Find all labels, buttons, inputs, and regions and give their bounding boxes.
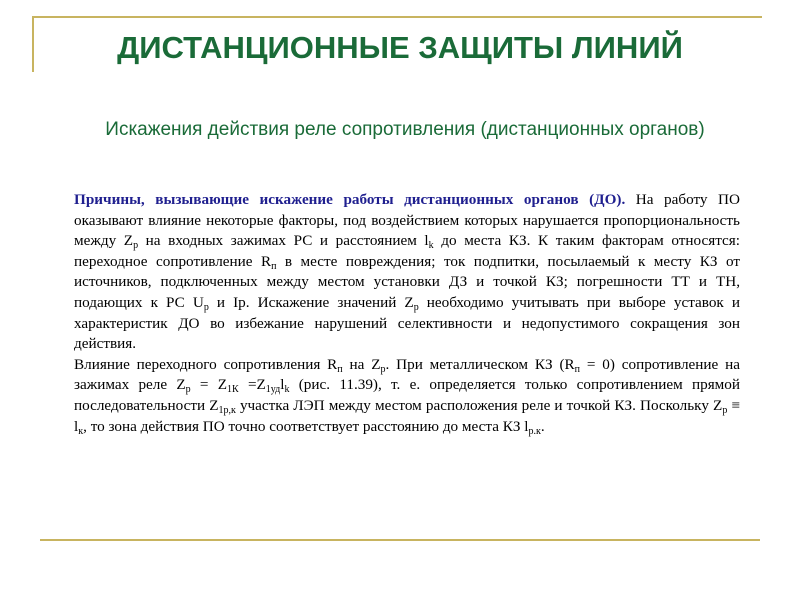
subscript: 1К: [227, 384, 239, 396]
subscript: р: [380, 363, 386, 375]
accent-line-bottom: [40, 539, 760, 541]
subscript: k: [428, 240, 434, 252]
text-run: (рис. 11.39), т. е. определяется только сопротивлением прямой последовательности Z: [74, 376, 741, 414]
text-run: . При металлическом КЗ (R: [385, 355, 575, 373]
text-run: .: [540, 417, 545, 435]
text-run: участка ЛЭП между местом расположения реле и точкой КЗ. Поскольку Z: [235, 396, 723, 414]
text-run: на входных зажимах РС и расстоянием l: [138, 232, 429, 250]
slide-subtitle: Искажения действия реле сопротивления (дистанционных органов): [105, 119, 705, 140]
text-run: на Z: [342, 355, 381, 373]
text-run: ≡ l: [74, 396, 740, 435]
paragraph-transition-resistance: [74, 355, 740, 437]
accent-line-top: [32, 16, 762, 18]
subscript: р.к: [528, 425, 541, 437]
text-run: l: [280, 376, 285, 394]
subscript: k: [284, 384, 290, 396]
subscript: 1уд: [265, 384, 281, 396]
subscript: п: [574, 363, 581, 375]
text-run: На работу ПО оказывают влияние некоторые факторы, под воздействием которых нарушается пропорциональность между Z: [74, 191, 740, 250]
subscript: п: [337, 363, 343, 375]
subscript: к: [78, 425, 84, 437]
subscript: п: [271, 260, 277, 272]
text-run: Влияние переходного сопротивления R: [74, 355, 338, 373]
subscript: р: [413, 301, 419, 313]
text-run: в месте повреждения; ток подпитки, посылаемый к месту КЗ от источников, подключенных между местом установки ДЗ и точкой КЗ; погрешности ТТ и ТН, подающих к РС U: [74, 252, 740, 311]
text-run: и Iр. Искажение значений Z: [208, 293, 414, 311]
text-run: , то зона действия ПО точно соответствует расстоянию до места КЗ l: [83, 417, 529, 435]
text-run: необходимо учитывать при выборе уставок и характеристик ДО во избежание нарушений селективности и недопустимого сокращения зон действия.: [74, 293, 740, 353]
subscript: р: [185, 384, 191, 396]
subscript: р: [722, 404, 728, 416]
text-run: =Z: [238, 376, 266, 394]
text-run: до места КЗ. К таким факторам относятся: переходное сопротивление R: [74, 232, 740, 270]
slide-title: ДИСТАНЦИОННЫЕ ЗАЩИТЫ ЛИНИЙ: [117, 30, 683, 65]
slide-body: [74, 190, 740, 437]
subscript: 1р,к: [218, 404, 236, 416]
text-run: = Z: [190, 376, 228, 394]
text-run: = 0) сопротивление на зажимах реле Z: [74, 355, 740, 394]
paragraph-causes: [74, 190, 740, 355]
subscript: р: [203, 301, 209, 313]
paragraph-lead: Причины, вызывающие искажение работы дистанционных органов (ДО).: [74, 191, 626, 208]
subscript: р: [133, 240, 139, 252]
